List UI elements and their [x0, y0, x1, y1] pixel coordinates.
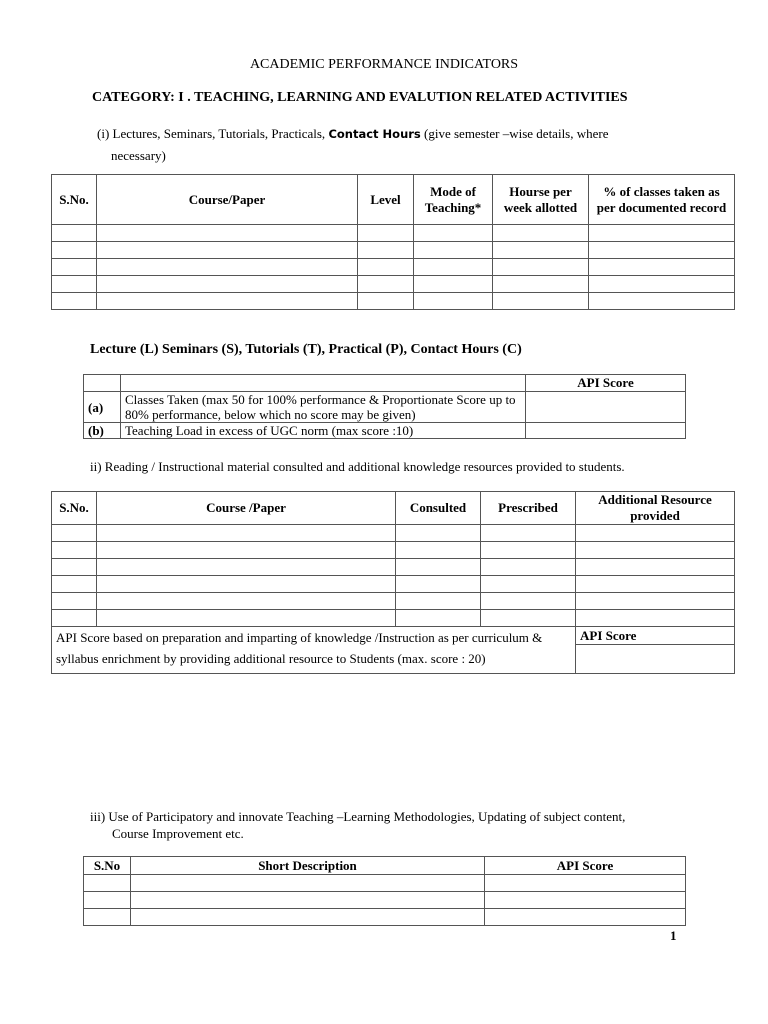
cell[interactable]	[396, 542, 481, 559]
cell[interactable]	[97, 293, 358, 310]
section3-intro-line2: Course Improvement etc.	[112, 826, 244, 841]
cell[interactable]	[52, 576, 97, 593]
cell[interactable]	[97, 225, 358, 242]
col-sno: S.No	[84, 857, 131, 875]
cell[interactable]	[97, 525, 396, 542]
cell[interactable]	[97, 610, 396, 627]
cell[interactable]	[358, 242, 414, 259]
teaching-legend: Lecture (L) Seminars (S), Tutorials (T), Practical (P), Contact Hours (C)	[90, 342, 522, 357]
cell[interactable]	[97, 593, 396, 610]
cell[interactable]	[485, 875, 686, 892]
col-prescribed: Prescribed	[481, 492, 576, 525]
teaching-table	[51, 174, 735, 310]
cell[interactable]	[396, 559, 481, 576]
cell[interactable]	[589, 259, 735, 276]
table-row[interactable]	[52, 593, 735, 610]
resources-api-score-cell[interactable]	[576, 645, 735, 674]
table-row[interactable]	[52, 293, 735, 310]
cell[interactable]	[493, 276, 589, 293]
cell[interactable]	[52, 542, 97, 559]
col-sno: S.No.	[52, 175, 97, 225]
cell[interactable]	[131, 875, 485, 892]
cell[interactable]	[576, 525, 735, 542]
table-row[interactable]	[84, 909, 686, 926]
table-row[interactable]	[52, 225, 735, 242]
cell[interactable]	[97, 259, 358, 276]
api-row-label: (b)	[84, 423, 121, 439]
cell[interactable]	[576, 593, 735, 610]
cell[interactable]	[576, 559, 735, 576]
cell[interactable]	[485, 892, 686, 909]
resources-table-header	[52, 492, 735, 525]
cell[interactable]	[97, 542, 396, 559]
cell[interactable]	[589, 276, 735, 293]
table-row[interactable]	[52, 542, 735, 559]
table-row[interactable]	[52, 259, 735, 276]
cell[interactable]	[97, 576, 396, 593]
cell[interactable]	[481, 525, 576, 542]
cell[interactable]	[84, 892, 131, 909]
table-row[interactable]	[52, 610, 735, 627]
col-percent: % of classes taken as per documented record	[589, 175, 735, 225]
page-title: ACADEMIC PERFORMANCE INDICATORS	[249, 57, 519, 72]
cell[interactable]	[97, 242, 358, 259]
page-number: 1	[670, 928, 677, 943]
col-consulted: Consulted	[396, 492, 481, 525]
cell[interactable]	[396, 576, 481, 593]
cell[interactable]	[414, 293, 493, 310]
api-blank-cell	[121, 375, 526, 392]
section3-intro	[90, 808, 690, 842]
col-description: Short Description	[131, 857, 485, 875]
section1-intro	[97, 123, 677, 166]
cell[interactable]	[52, 242, 97, 259]
col-api-score: API Score	[485, 857, 686, 875]
api-score-header: API Score	[526, 375, 686, 392]
cell[interactable]	[493, 242, 589, 259]
cell[interactable]	[589, 242, 735, 259]
col-course: Course /Paper	[97, 492, 396, 525]
api-row-text: Teaching Load in excess of UGC norm (max score :10)	[121, 423, 526, 439]
cell[interactable]	[481, 610, 576, 627]
cell[interactable]	[52, 225, 97, 242]
cell[interactable]	[414, 276, 493, 293]
cell[interactable]	[576, 542, 735, 559]
section2-intro: ii) Reading / Instructional material consulted and additional knowledge resources provided to students.	[90, 459, 625, 474]
cell[interactable]	[52, 610, 97, 627]
cell[interactable]	[84, 909, 131, 926]
cell[interactable]	[589, 225, 735, 242]
methodologies-table-header	[84, 857, 686, 875]
api-row-a	[84, 392, 686, 423]
table-row[interactable]	[52, 525, 735, 542]
col-sno: S.No.	[52, 492, 97, 525]
cell[interactable]	[52, 525, 97, 542]
col-course: Course/Paper	[97, 175, 358, 225]
cell[interactable]	[131, 892, 485, 909]
table-row[interactable]	[52, 576, 735, 593]
cell[interactable]	[493, 293, 589, 310]
cell[interactable]	[84, 875, 131, 892]
cell[interactable]	[481, 559, 576, 576]
section1-intro-cont: necessary)	[111, 148, 166, 163]
category-heading: CATEGORY: I . TEACHING, LEARNING AND EVALUTION RELATED ACTIVITIES	[92, 90, 628, 105]
cell[interactable]	[396, 610, 481, 627]
table-row[interactable]	[84, 892, 686, 909]
col-hours: Hourse per week allotted	[493, 175, 589, 225]
cell[interactable]	[414, 225, 493, 242]
cell[interactable]	[576, 576, 735, 593]
resources-table	[51, 491, 735, 674]
resources-footer-row	[52, 627, 735, 645]
api-row-b	[84, 423, 686, 439]
section1-intro-bold: Contact Hours	[328, 127, 421, 141]
resources-api-label: API Score	[576, 627, 735, 645]
cell[interactable]	[97, 276, 358, 293]
cell[interactable]	[52, 293, 97, 310]
cell[interactable]	[414, 242, 493, 259]
api-row-label: (a)	[84, 392, 121, 423]
cell[interactable]	[396, 593, 481, 610]
table-row[interactable]	[52, 242, 735, 259]
api-row-text: Classes Taken (max 50 for 100% performance & Proportionate Score up to 80% performance, below which no score may be given)	[121, 392, 526, 423]
section1-intro-rest: (give semester –wise details, where	[424, 126, 609, 141]
api-blank-cell	[84, 375, 121, 392]
api-score-cell[interactable]	[526, 392, 686, 423]
cell[interactable]	[481, 542, 576, 559]
table-row[interactable]	[52, 559, 735, 576]
section1-intro-prefix: (i) Lectures, Seminars, Tutorials, Practicals,	[97, 126, 326, 141]
cell[interactable]	[481, 576, 576, 593]
cell[interactable]	[485, 909, 686, 926]
teaching-table-header	[52, 175, 735, 225]
cell[interactable]	[493, 225, 589, 242]
cell[interactable]	[576, 610, 735, 627]
api-score-table	[83, 374, 686, 439]
table-row[interactable]	[84, 875, 686, 892]
cell[interactable]	[52, 276, 97, 293]
col-level: Level	[358, 175, 414, 225]
cell[interactable]	[358, 293, 414, 310]
col-additional: Additional Resource provided	[576, 492, 735, 525]
cell[interactable]	[358, 225, 414, 242]
section3-intro-line1: iii) Use of Participatory and innovate Teaching –Learning Methodologies, Updating of subject content,	[90, 809, 626, 824]
cell[interactable]	[414, 259, 493, 276]
cell[interactable]	[481, 593, 576, 610]
cell[interactable]	[358, 276, 414, 293]
cell[interactable]	[52, 593, 97, 610]
table-row[interactable]	[52, 276, 735, 293]
cell[interactable]	[131, 909, 485, 926]
api-score-cell[interactable]	[526, 423, 686, 439]
resources-footer-text: API Score based on preparation and imparting of knowledge /Instruction as per curriculum & syllabus enrichment by providing additional resource to Students (max. score : 20)	[52, 627, 576, 674]
cell[interactable]	[97, 559, 396, 576]
cell[interactable]	[52, 259, 97, 276]
methodologies-table	[83, 856, 686, 926]
cell[interactable]	[493, 259, 589, 276]
cell[interactable]	[52, 559, 97, 576]
api-table-header	[84, 375, 686, 392]
col-mode: Mode of Teaching*	[414, 175, 493, 225]
cell[interactable]	[396, 525, 481, 542]
cell[interactable]	[358, 259, 414, 276]
cell[interactable]	[589, 293, 735, 310]
